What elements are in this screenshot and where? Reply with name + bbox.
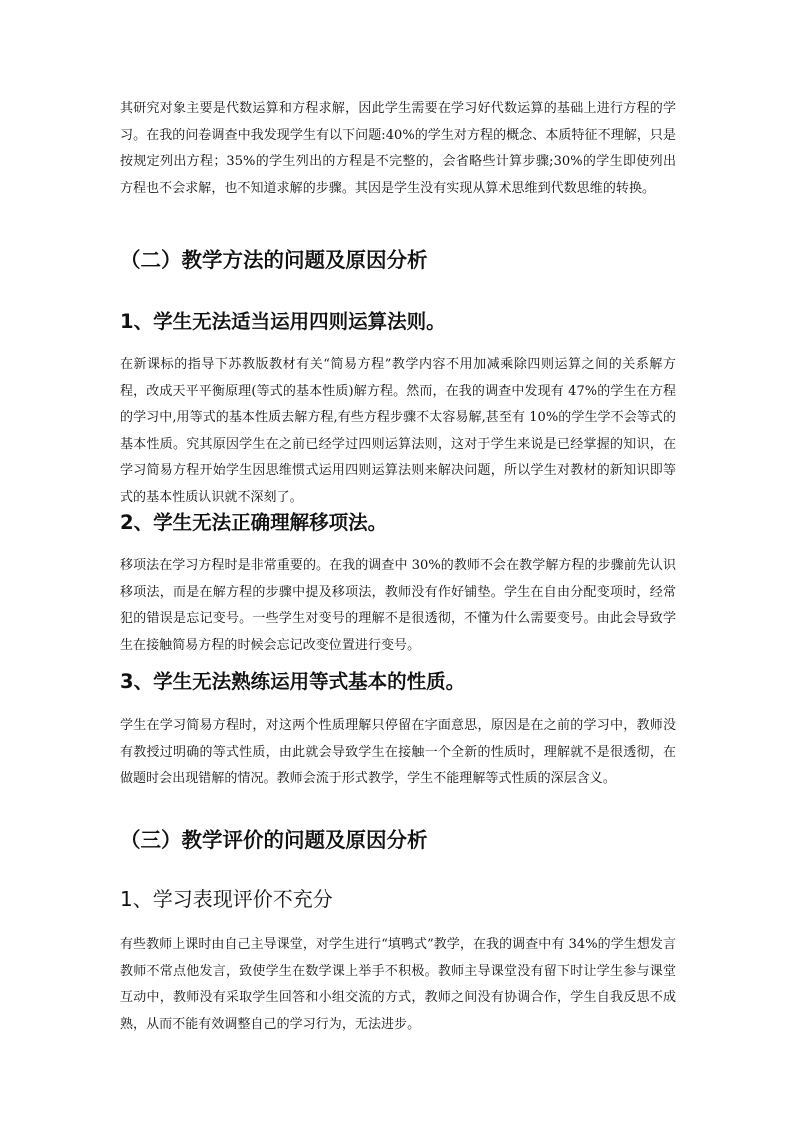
paragraph-equation-properties: 学生在学习简易方程时，对这两个性质理解只停留在字面意思，原因是在之前的学习中，教师没有教授过明确的等式性质，由此就会导致学生在接触一个全新的性质时，理解就不是很透彻，在做题时会出现错解的情况。教师会流于形式教学，学生不能理解等式性质的深层含义。 — [120, 718, 676, 786]
paragraph-transposition: 移项法在学习方程时是非常重要的。在我的调查中 30%的教师不会在教学解方程的步骤前先认识移项法，而是在解方程的步骤中提及移项法，教师没有作好铺垫。学生在自由分配变项时，经常犯的错误是忘记变号。一些学生对变号的理解不是很透彻，不懂为什么需要变号。由此会导致学生在接触简易方程的时候会忘记改变位置进行变号。 — [120, 558, 676, 653]
subheading-performance-evaluation: 1、学习表现评价不充分 — [120, 887, 333, 911]
subheading-transposition: 2、学生无法正确理解移项法。 — [120, 511, 388, 534]
section-heading-teaching-evaluation: （三）教学评价的问题及原因分析 — [120, 828, 428, 852]
paragraph-arithmetic-rules: 在新课标的指导下苏教版教材有关“简易方程”教学内容不用加减乘除四则运算之间的关系解方程，改成天平平衡原理(等式的基本性质)解方程。然而，在我的调查中发现有 47%的学生在方程的学习中,用等式的基本性质去解方程,有些方程步骤不太容易解,甚至有 10%的学生学不会等式的基本性质。究其原因学生在之前已经学过四则运算法则，这对于学生来说是已经掌握的知识，在学习简易方程开始学生因思维惯式运用四则运算法则来解决问题，所以学生对教材的新知识即等式的基本性质认识就不深刻了。 — [120, 357, 676, 505]
intro-paragraph: 其研究对象主要是代数运算和方程求解，因此学生需要在学习好代数运算的基础上进行方程的学习。在我的问卷调查中我发现学生有以下问题:40%的学生对方程的概念、本质特征不理解，只是按规定列出方程；35%的学生列出的方程是不完整的，会省略些计算步骤;30%的学生即使列出方程也不会求解，也不知道求解的步骤。其因是学生没有实现从算术思维到代数思维的转换。 — [120, 101, 676, 196]
paragraph-performance-evaluation: 有些教师上课时由自己主导课堂，对学生进行“填鸭式”教学，在我的调查中有 34%的学生想发言教师不常点他发言，致使学生在数学课上举手不积极。教师主导课堂没有留下时让学生参与课堂互动中，教师没有采取学生回答和小组交流的方式，教师之间没有协调合作，学生自我反思不成熟，从而不能有效调整自己的学习行为，无法进步。 — [120, 937, 676, 1032]
subheading-equation-properties: 3、学生无法熟练运用等式基本的性质。 — [120, 670, 466, 693]
section-heading-teaching-methods: （二）教学方法的问题及原因分析 — [120, 248, 428, 272]
subheading-arithmetic-rules: 1、学生无法适当运用四则运算法则。 — [120, 310, 446, 333]
